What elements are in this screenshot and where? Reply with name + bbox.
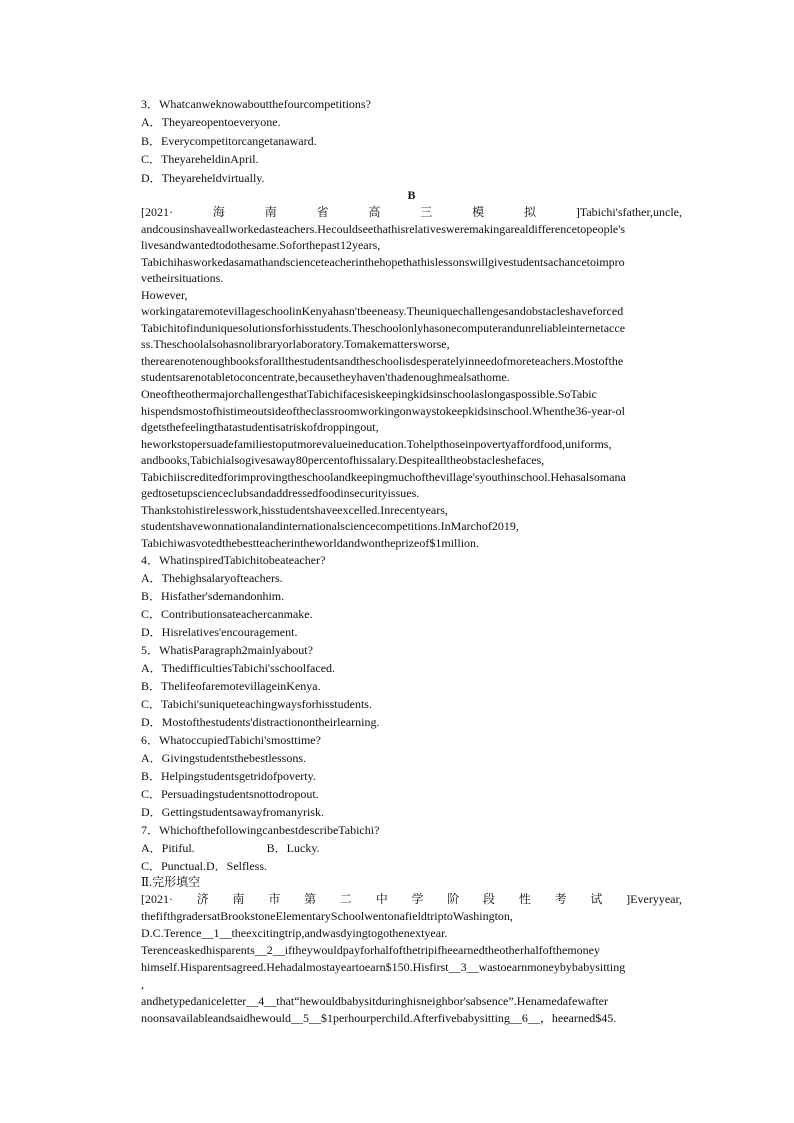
cloze-line: himself.Hisparentsagreed.Hehadalmostayeartoearn$150.Hisfirst__3__wastoearnmoneybybabysitting <box>141 960 626 974</box>
cloze-line: andhetypedaniceletter__4__that“hewouldbabysitduringhisneighbor'sabsence”.Henamedafewafter <box>141 994 608 1008</box>
passage-b-line: [2021·海南省高三模拟]Tabichi'sfather,uncle, <box>141 205 682 219</box>
passage-b-line: Tabichitofinduniquesolutionsforhisstudents.Theschoolonlyhasonecomputerandunreliableinternetacce <box>141 321 626 335</box>
passage-b-line: workingataremotevillageschoolinKenyahasn'tbeeneasy.Theuniquechallengesandobstacleshaveforced <box>141 304 624 318</box>
question-6-stem: 6．WhatoccupiedTabichi'smosttime? <box>141 733 321 747</box>
question-6-option-d: D．Gettingstudentsawayfromanyrisk. <box>141 805 324 819</box>
question-4-option-d: D．Hisrelatives'encouragement. <box>141 625 298 639</box>
passage-b-line: livesandwantedtodothesame.Soforthepast12years, <box>141 238 381 252</box>
question-5-stem: 5．WhatisParagraph2mainlyabout? <box>141 643 313 657</box>
cloze-line: thefifthgradersatBrookstoneElementarySchoolwentonafieldtriptoWashington, <box>141 909 513 923</box>
question-6-option-b: B．Helpingstudentsgetridofpoverty. <box>141 769 316 783</box>
passage-b-line: studentshavewonnationalandinternationalsciencecompetitions.InMarchof2019, <box>141 519 519 533</box>
question-3-option-c: C．TheyareheldinApril. <box>141 152 259 166</box>
question-7-options-cd: C．Punctual.D．Selfless. <box>141 859 267 873</box>
question-7-options-ab: A．Pitiful. B．Lucky. <box>141 841 320 855</box>
question-7-stem: 7．WhichofthefollowingcanbestdescribeTabichi? <box>141 823 380 837</box>
section-b-heading: B <box>407 188 416 202</box>
passage-b-line: therearenotenoughbooksforallthestudentsandtheschoolisdesperatelyinneedofmoreteachers.Mostofthe <box>141 354 624 368</box>
passage-b-line: studentsarenotabletoconcentrate,becausetheyhaven'thadenoughmealsathome. <box>141 370 510 384</box>
question-4-option-c: C．Contributionsateachercanmake. <box>141 607 313 621</box>
passage-b-line: Tabichiwasvotedthebestteacherintheworldandwontheprizeof$1million. <box>141 536 480 550</box>
passage-b-line: andcousinshaveallworkedasteachers.Hecouldseethathisrelativesweremakingarealdifferencetopeople's <box>141 222 626 236</box>
cloze-line: , <box>141 977 144 991</box>
passage-b-line: heworkstopersuadefamiliestoputmorevalueineducation.Tohelpthoseinpovertyaffordfood,uniforms, <box>141 437 612 451</box>
passage-b-line: OneoftheothermajorchallengesthatTabichifacesiskeepingkidsinschoolaslongaspossible.SoTabic <box>141 387 597 401</box>
question-5-option-a: A．ThedifficultiesTabichi'sschoolfaced. <box>141 661 336 675</box>
cloze-line: D.C.Terence__1__theexcitingtrip,andwasdyingtogothenextyear. <box>141 926 448 940</box>
question-4-stem: 4．WhatinspiredTabichitobeateacher? <box>141 553 326 567</box>
passage-b-line: andbooks,Tabichialsogivesaway80percentofhissalary.Despitealltheobstacleshefaces, <box>141 453 545 467</box>
question-6-option-c: C．Persuadingstudentsnottodropout. <box>141 787 319 801</box>
section-2-heading: Ⅱ.完形填空 <box>141 875 201 889</box>
passage-b-line: Thankstohistirelesswork,hisstudentshaveexcelled.Inrecentyears, <box>141 503 448 517</box>
question-3-option-b: B．Everycompetitorcangetanaward. <box>141 134 317 148</box>
passage-b-line: However, <box>141 288 188 302</box>
question-5-option-c: C．Tabichi'suniqueteachingwaysforhisstudents. <box>141 697 372 711</box>
question-3-option-a: A．Theyareopentoeveryone. <box>141 115 281 129</box>
passage-b-line: gedtosetupscienceclubsandaddressedfoodinsecurityissues. <box>141 486 420 500</box>
cloze-line: Terenceaskedhisparents__2__iftheywouldpayforhalfofthetripifheearnedtheotherhalfofthemoney <box>141 943 600 957</box>
cloze-line: noonsavailableandsaidhewould__5__$1perhourperchild.Afterfivebabysitting__6__，heearned$45. <box>141 1011 617 1025</box>
passage-b-line: dgetsthefeelingthatastudentisatriskofdroppingout, <box>141 420 379 434</box>
passage-b-line: vetheirsituations. <box>141 271 224 285</box>
passage-b-line: ss.Theschoolalsohasnolibraryorlaboratory.Tomakemattersworse, <box>141 337 450 351</box>
question-3-stem: 3．Whatcanweknowaboutthefourcompetitions? <box>141 97 371 111</box>
passage-b-line: Tabichiiscreditedforimprovingtheschoolandkeepingmuchofthevillage'syouthinschool.Hehasalsomana <box>141 470 626 484</box>
question-4-option-a: A．Thehighsalaryofteachers. <box>141 571 283 585</box>
question-4-option-b: B．Hisfather'sdemandonhim. <box>141 589 285 603</box>
cloze-line: [2021·济南市第二中学阶段性考试]Everyyear, <box>141 892 682 906</box>
question-5-option-b: B．ThelifeofaremotevillageinKenya. <box>141 679 321 693</box>
passage-b-line: hispendsmostofhistimeoutsideoftheclassroomworkingonwaystokeepkidsinschool.Whenthe36-year-ol <box>141 404 626 418</box>
question-3-option-d: D．Theyareheldvirtually. <box>141 171 265 185</box>
passage-b-line: Tabichihasworkedasamathandscienceteacherinthehopethathislessonswillgivestudentsachancetoimpro <box>141 255 625 269</box>
question-5-option-d: D．Mostofthestudents'distractionontheirlearning. <box>141 715 380 729</box>
question-6-option-a: A．Givingstudentsthebestlessons. <box>141 751 306 765</box>
